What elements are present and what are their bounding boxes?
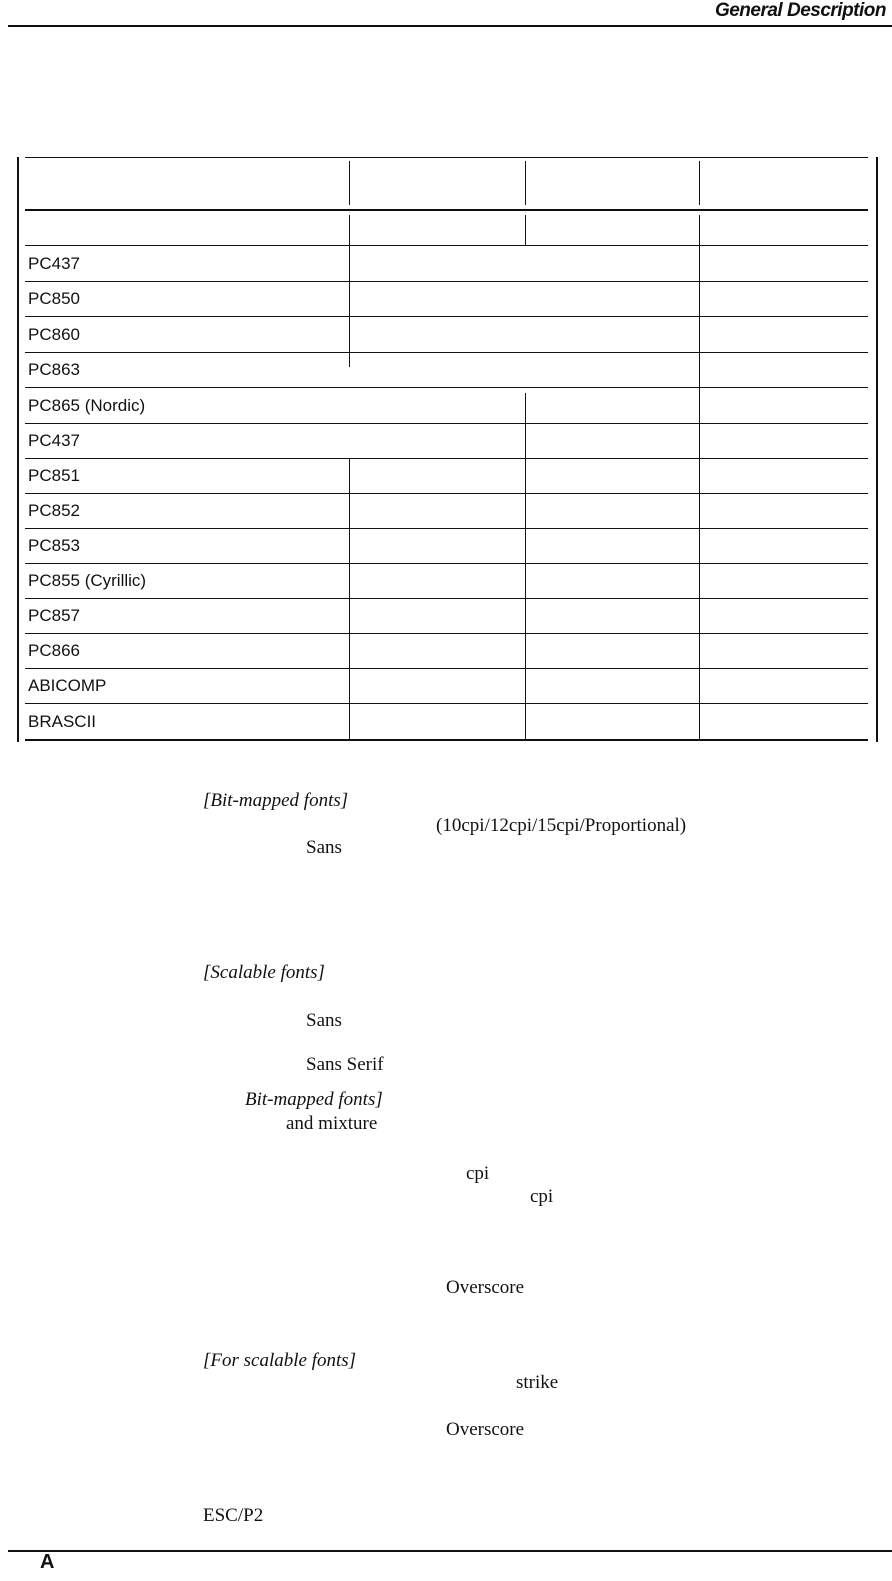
overscore-text: Overscore <box>446 1419 525 1440</box>
table-row-line <box>25 316 868 317</box>
table-row-label: PC865 (Nordic) <box>28 396 146 415</box>
table-row-label: PC863 <box>28 360 80 379</box>
column-divider <box>699 215 700 739</box>
column-divider <box>525 393 526 739</box>
page-header-title: General Description <box>714 0 886 21</box>
table-row-label: BRASCII <box>28 712 97 731</box>
table-row-line <box>25 703 868 704</box>
table-row-label: PC853 <box>28 536 80 555</box>
footer-rule <box>8 1550 892 1552</box>
footer-page-marker: A <box>40 1551 55 1573</box>
table-header-line <box>25 209 868 211</box>
table-row-line <box>25 281 868 282</box>
column-divider <box>525 161 526 205</box>
cpi-text: cpi <box>530 1186 554 1207</box>
table-row-line <box>25 493 868 494</box>
esc-p2-text: ESC/P2 <box>203 1505 264 1526</box>
table-row-line <box>25 668 868 669</box>
scalable-fonts-heading: [Scalable fonts] <box>203 962 325 983</box>
table-row-label: PC437 <box>28 431 80 450</box>
pitch-list-text: (10cpi/12cpi/15cpi/Proportional) <box>436 815 687 836</box>
column-divider <box>349 215 350 367</box>
for-scalable-fonts-heading: [For scalable fonts] <box>203 1350 357 1371</box>
sans-text: Sans <box>306 1010 342 1031</box>
table-row-label: PC857 <box>28 606 80 625</box>
bitmapped-fonts-note: Bit-mapped fonts] <box>245 1089 383 1110</box>
bitmapped-fonts-heading: [Bit-mapped fonts] <box>203 790 349 811</box>
cpi-text: cpi <box>466 1163 490 1184</box>
table-row-line <box>25 157 868 158</box>
sans-serif-text: Sans Serif <box>306 1054 384 1075</box>
table-row-line <box>25 598 868 599</box>
table-row-label: ABICOMP <box>28 676 107 695</box>
column-divider <box>699 161 700 205</box>
overscore-text: Overscore <box>446 1277 525 1298</box>
table-row-label: PC850 <box>28 289 80 308</box>
header-rule <box>8 25 892 27</box>
strike-text: strike <box>516 1372 559 1393</box>
sans-text: Sans <box>306 837 342 858</box>
table-bottom-line <box>25 739 868 741</box>
table-row-label: PC866 <box>28 641 80 660</box>
table-row-line <box>25 563 868 564</box>
column-divider <box>349 161 350 205</box>
character-table <box>17 157 878 742</box>
table-row-line <box>25 633 868 634</box>
table-row-line <box>25 352 868 353</box>
table-row-line <box>25 458 868 459</box>
table-row-label: PC851 <box>28 466 80 485</box>
table-row-label: PC860 <box>28 325 80 344</box>
table-row-label: PC437 <box>28 254 80 273</box>
table-row-label: PC852 <box>28 501 80 520</box>
table-row-line <box>25 423 868 424</box>
table-row-line <box>25 245 868 246</box>
table-row-line <box>25 387 868 388</box>
table-row-line <box>25 528 868 529</box>
table-row-label: PC855 (Cyrillic) <box>28 571 147 590</box>
column-divider <box>525 215 526 245</box>
and-mixture-text: and mixture <box>286 1113 378 1134</box>
column-divider <box>349 459 350 739</box>
